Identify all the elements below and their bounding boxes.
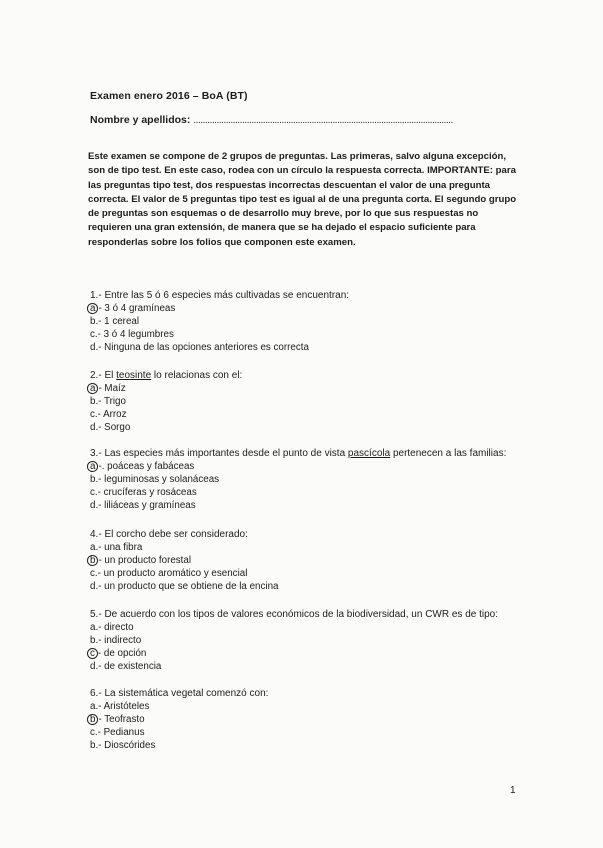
question-5 (90, 608, 530, 673)
option-a (90, 302, 530, 315)
option-letter: b (90, 396, 96, 407)
name-field-line (90, 114, 453, 126)
option-letter: c (90, 487, 95, 498)
option-letter: a (90, 701, 96, 712)
option-letter: d (90, 661, 96, 672)
option-text: .- de existencia (95, 661, 162, 672)
question-2 (90, 369, 530, 434)
option-text: .- directo (95, 622, 134, 633)
option-text: .- Ninguna de las opciones anteriores es correcta (95, 342, 309, 353)
option-text: -. poáceas y fabáceas (98, 461, 195, 472)
name-label: Nombre y apellidos: (90, 114, 191, 126)
question-text: 5.- De acuerdo con los tipos de valores económicos de la biodiversidad, un CWR es de tipo: (90, 609, 498, 620)
question-text (90, 447, 530, 460)
underlined-term: teosinte (116, 370, 152, 381)
circled-answer-mark: c (87, 648, 98, 659)
option-d (90, 421, 530, 434)
option-text: .- Arroz (94, 409, 127, 420)
circled-answer-mark: b (87, 555, 98, 566)
option-text: - Teofrasto (98, 714, 145, 725)
question-text-part: 3.- Las especies más importantes desde el punto de vista (90, 448, 348, 459)
option-text: .- Sorgo (95, 422, 131, 433)
option-a (90, 382, 530, 395)
option-letter: d (90, 422, 96, 433)
option-letter: b (90, 474, 96, 485)
option-letter: c (90, 727, 95, 738)
question-text-part: 2.- El (90, 370, 117, 381)
option-text: .- Pedianus (94, 727, 145, 738)
option-text: - de opción (97, 648, 147, 659)
exam-title: Examen enero 2016 – BoA (BT) (90, 90, 248, 102)
question-text: 1.- Entre las 5 ó 6 especies más cultivadas se encuentran: (90, 290, 350, 301)
question-text-part: pertenecen a las familias: (390, 448, 507, 459)
question-text: 4.- El corcho debe ser considerado: (90, 529, 248, 540)
option-letter: b (90, 316, 96, 327)
circled-answer-mark: b (87, 714, 98, 725)
option-text: .- indirecto (95, 635, 142, 646)
option-d (90, 739, 530, 752)
option-text: - 3 ó 4 gramíneas (98, 303, 176, 314)
option-b (90, 554, 530, 567)
option-c (90, 726, 530, 739)
circled-answer-mark: a (87, 461, 98, 472)
option-letter: b (90, 635, 96, 646)
option-a (90, 700, 530, 713)
question-text (90, 369, 530, 382)
option-text: .- un producto aromático y esencial (94, 568, 248, 579)
option-b (90, 634, 530, 647)
option-a (90, 460, 530, 473)
option-text: .- un producto que se obtiene de la encina (95, 581, 279, 592)
page-number: 1 (510, 785, 516, 796)
question-3 (90, 447, 530, 512)
option-text: .- 1 cereal (95, 316, 140, 327)
option-c (90, 647, 530, 660)
option-letter: a (90, 542, 96, 553)
circled-answer-mark: a (87, 383, 98, 394)
name-dotted-line: ................................................................................................................ (193, 114, 453, 126)
option-letter: c (90, 568, 95, 579)
option-text: - un producto forestal (98, 555, 192, 566)
option-c (90, 328, 530, 341)
option-b (90, 395, 530, 408)
option-letter: a (90, 622, 96, 633)
option-a (90, 541, 530, 554)
option-text: .- una fibra (95, 542, 143, 553)
option-b (90, 315, 530, 328)
option-d (90, 580, 530, 593)
option-letter: d (90, 500, 96, 511)
option-b (90, 473, 530, 486)
option-text: .- Trigo (95, 396, 126, 407)
option-d (90, 660, 530, 673)
option-letter: d (90, 581, 96, 592)
option-a (90, 621, 530, 634)
option-letter: b (90, 740, 96, 751)
question-text-part: lo relacionas con el: (151, 370, 243, 381)
option-text: .- crucíferas y rosáceas (94, 487, 197, 498)
option-text: .- Aristóteles (95, 701, 150, 712)
option-b (90, 713, 530, 726)
question-6 (90, 687, 530, 752)
option-text: .- 3 ó 4 legumbres (94, 329, 174, 340)
question-text: 6.- La sistemática vegetal comenzó con: (90, 688, 269, 699)
option-d (90, 499, 530, 512)
circled-answer-mark: a (87, 303, 98, 314)
question-4 (90, 528, 530, 593)
option-letter: d (90, 342, 96, 353)
option-c (90, 567, 530, 580)
option-c (90, 408, 530, 421)
option-letter: c (90, 409, 95, 420)
option-text: .- Dioscórides (95, 740, 156, 751)
option-text: - Maíz (98, 383, 126, 394)
question-1 (90, 289, 530, 354)
underlined-term: pascícola (347, 448, 391, 459)
option-letter: c (90, 329, 95, 340)
option-c (90, 486, 530, 499)
exam-instructions: Este examen se compone de 2 grupos de preguntas. Las primeras, salvo alguna excepción, son de tipo test. En este caso, rodea con un círculo la respuesta correcta. IMPORTANTE: para las preguntas tipo test, dos respuestas incorrectas descuentan el valor de una pregunta correcta. El valor de 5 preguntas tipo test es igual al de una pregunta corta. El segundo grupo de preguntas son esquemas o de desarrollo muy breve, por lo que sus respuestas no requieren una gran extensión, de manera que se ha dejado el espacio suficiente para responderlas sobre los folios que componen este examen. (88, 151, 517, 248)
option-text: .- leguminosas y solanáceas (95, 474, 220, 485)
option-d (90, 341, 530, 354)
option-text: .- liliáceas y gramíneas (95, 500, 196, 511)
